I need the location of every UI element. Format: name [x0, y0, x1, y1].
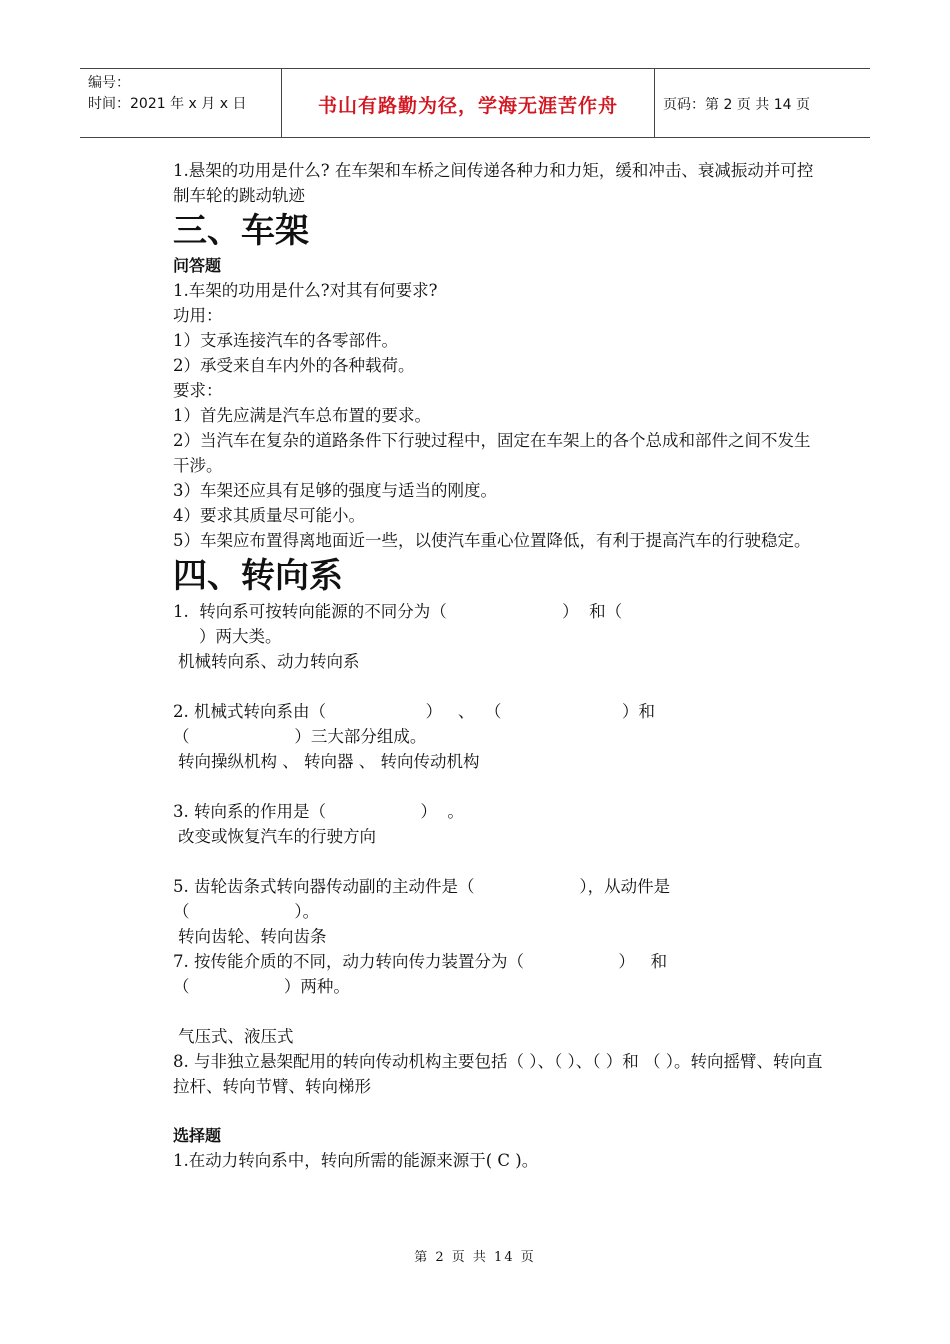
question-7: 7. 按传能介质的不同，动力转向传力装置分为（ ） 和: [173, 952, 668, 971]
question-2-cont: （ ）三大部分组成。: [173, 727, 427, 746]
subsection-qa: 问答题: [173, 256, 222, 275]
choice-question-1: 1.在动力转向系中，转向所需的能源来源于( C )。: [173, 1151, 539, 1170]
intro-question: 1.悬架的功用是什么? 在车架和车桥之间传递各种力和力矩，缓和冲击、衰减振动并可控制车轮的跳动轨迹: [173, 161, 814, 205]
page-header: [80, 68, 870, 138]
text-line: 要求：: [173, 381, 223, 400]
answer-7: 气压式、液压式: [178, 1027, 294, 1046]
text-line: 2）承受来自车内外的各种载荷。: [173, 356, 415, 375]
text-line: 2）当汽车在复杂的道路条件下行驶过程中，固定在车架上的各个总成和部件之间不发生干涉。: [173, 431, 811, 475]
text-line: 5）车架应布置得离地面近一些，以使汽车重心位置降低，有利于提高汽车的行驶稳定。: [173, 531, 811, 550]
header-divider: [654, 69, 655, 137]
header-page-info: 页码：第 2 页 共 14 页: [663, 97, 810, 113]
answer-2: 转向操纵机构 、 转向器 、 转向传动机构: [178, 752, 480, 771]
question-3: 3. 转向系的作用是（ ） 。: [173, 802, 464, 821]
answer-5: 转向齿轮、转向齿条: [178, 927, 327, 946]
page-footer: 第 2 页 共 14 页: [414, 1250, 536, 1265]
number-label: 编号：: [88, 75, 130, 91]
document-body: [173, 158, 823, 1173]
question-2: 2. 机械式转向系由（ ） 、 （ ）和: [173, 702, 655, 721]
question-7-cont: （ ）两种。: [173, 977, 350, 996]
text-line: 功用：: [173, 306, 223, 325]
question-1-cont: ）两大类。: [199, 627, 282, 646]
time-label: 时间：2021 年 x 月 x 日: [88, 96, 247, 112]
text-line: 3）车架还应具有足够的强度与适当的刚度。: [173, 481, 497, 500]
answer-1: 机械转向系、动力转向系: [178, 652, 360, 671]
text-line: 1）首先应满是汽车总布置的要求。: [173, 406, 431, 425]
section-title-steering: 四、转向系: [173, 556, 343, 596]
question-5: 5. 齿轮齿条式转向器传动副的主动件是（ ），从动件是: [173, 877, 671, 896]
answer-3: 改变或恢复汽车的行驶方向: [178, 827, 376, 846]
section-title-frame: 三、车架: [173, 211, 309, 251]
text-line: 4）要求其质量尽可能小。: [173, 506, 365, 525]
subsection-choice: 选择题: [173, 1126, 222, 1145]
text-line: 1）支承连接汽车的各零部件。: [173, 331, 398, 350]
question-8: 8. 与非独立悬架配用的转向传动机构主要包括（ ）、（ ）、（ ）和 （ ）。转向摇臂、转向直拉杆、转向节臂、转向梯形: [173, 1052, 823, 1096]
question-1: 1. 转向系可按转向能源的不同分为（ ） 和（: [173, 602, 623, 621]
header-motto: 书山有路勤为径，学海无涯苦作舟: [317, 95, 618, 117]
text-line: 1.车架的功用是什么?对其有何要求?: [173, 281, 438, 300]
question-5-cont: （ ）。: [173, 902, 320, 921]
header-meta: [88, 73, 278, 115]
